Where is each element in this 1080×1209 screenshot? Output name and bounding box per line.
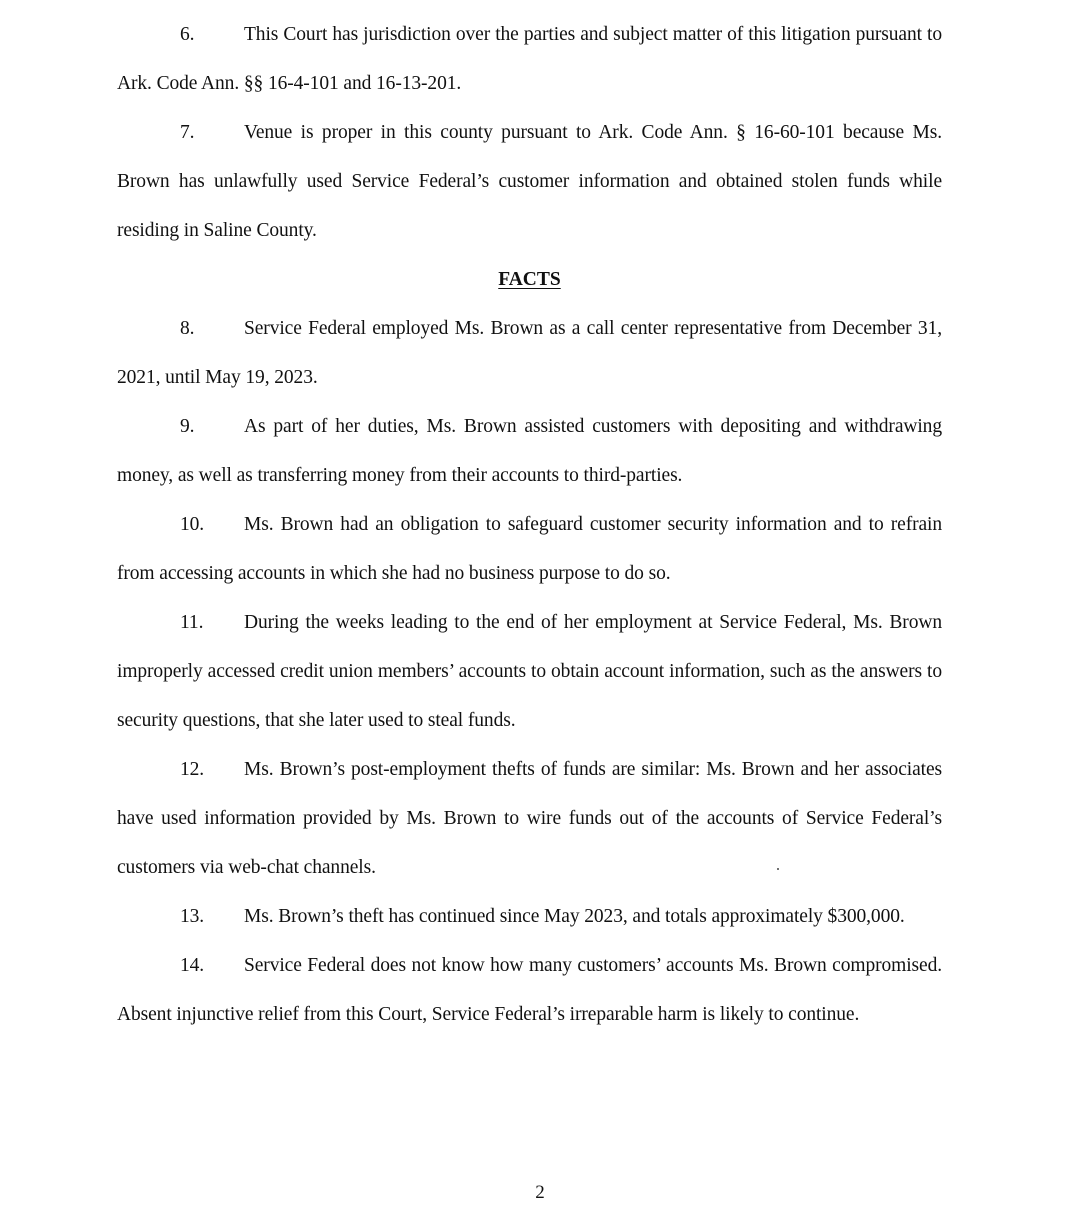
paragraph-number: 13. [180,906,205,927]
paragraph-13 [117,892,942,941]
paragraph-12 [117,745,942,892]
paragraph-number: 8. [180,318,195,339]
paragraph-9 [117,402,942,500]
section-heading-facts: FACTS [498,269,561,290]
paragraph-number: 11. [180,612,204,633]
paragraph-text: During the weeks leading to the end of her employment at Service Federal, Ms. Brown improperly accessed credit union members’ accounts to obtain account information, such as the answers to security questions, that she later used to steal funds. [117,612,942,731]
paragraph-text: Venue is proper in this county pursuant to Ark. Code Ann. § 16-60-101 because Ms. Brown has unlawfully used Service Federal’s customer information and obtained stolen funds while residing in Saline County. [117,122,942,241]
paragraph-11 [117,598,942,745]
paragraph-7 [117,108,942,255]
paragraph-6 [117,10,942,108]
paragraph-text: Ms. Brown had an obligation to safeguard customer security information and to refrain from accessing accounts in which she had no business purpose to do so. [117,514,942,584]
paragraph-number: 7. [180,122,195,143]
document-page [117,10,942,1039]
paragraph-number: 10. [180,514,205,535]
paragraph-number: 12. [180,759,205,780]
paragraph-text: As part of her duties, Ms. Brown assisted customers with depositing and withdrawing money, as well as transferring money from their accounts to third-parties. [117,416,942,486]
paragraph-10 [117,500,942,598]
paragraph-text: Ms. Brown’s post-employment thefts of funds are similar: Ms. Brown and her associates have used information provided by Ms. Brown to wire funds out of the accounts of Service Federal’s customers via web-chat channels. [117,759,942,878]
paragraph-number: 14. [180,955,205,976]
paragraph-8 [117,304,942,402]
paragraph-number: 6. [180,24,195,45]
paragraph-text: This Court has jurisdiction over the parties and subject matter of this litigation pursuant to Ark. Code Ann. §§ 16-4-101 and 16-13-201. [117,24,942,94]
paragraph-14 [117,941,942,1039]
paragraph-text: Service Federal does not know how many customers’ accounts Ms. Brown compromised. Absent injunctive relief from this Court, Service Federal’s irreparable harm is likely to continue. [117,955,942,1025]
paragraph-text: Ms. Brown’s theft has continued since May 2023, and totals approximately $300,000. [244,906,905,927]
paragraph-number: 9. [180,416,195,437]
page-number: 2 [535,1182,545,1203]
paragraph-text: Service Federal employed Ms. Brown as a call center representative from December 31, 2021, until May 19, 2023. [117,318,942,388]
stray-mark [777,868,779,870]
